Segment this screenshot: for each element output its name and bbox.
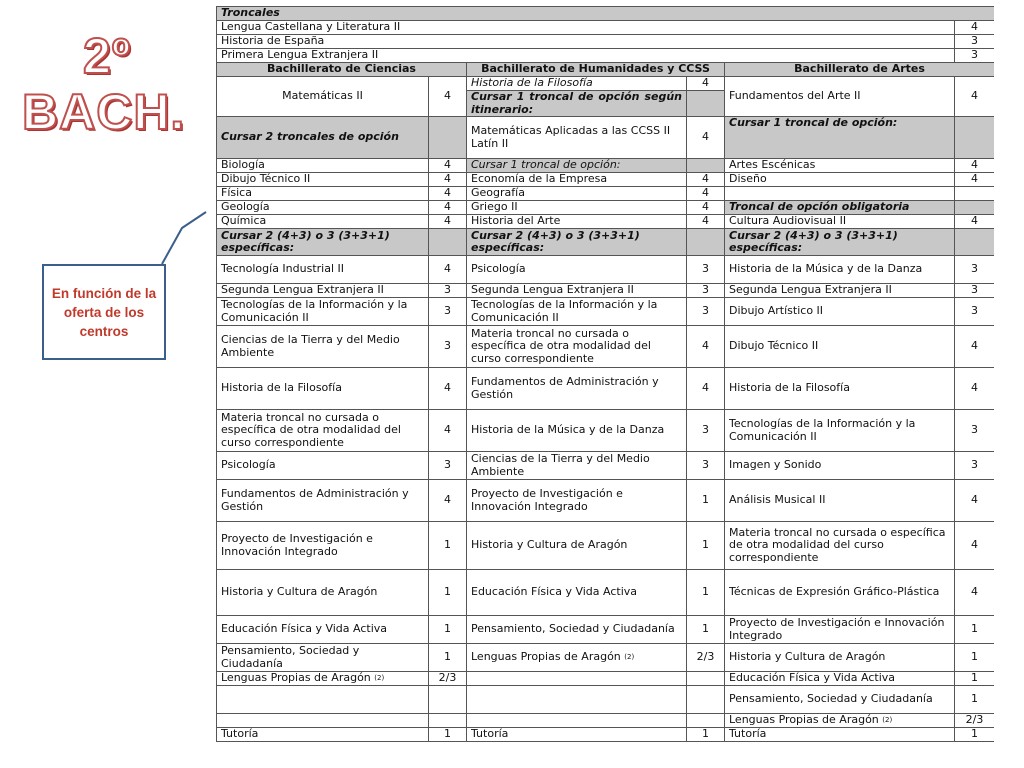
artes-especifica-hours: 1 — [955, 616, 995, 644]
humanidades-option: Economía de la Empresa — [467, 173, 687, 187]
artes-especifica-label: Proyecto de Investigación e Innovación Integrado — [729, 616, 945, 642]
footnote-marker: (2) — [624, 653, 635, 662]
artes-especifica — [725, 256, 955, 284]
artes-especifica — [725, 570, 955, 616]
artes-especifica-label: Tecnologías de la Información y la Comunicación II — [729, 417, 916, 443]
table-row — [217, 570, 995, 616]
ciencias-especifica — [217, 368, 429, 410]
footnote-marker: (2) — [882, 716, 893, 725]
humanidades-especifica-label: Psicología — [471, 262, 526, 276]
ciencias-especifica — [217, 326, 429, 368]
artes-especifica-label: Dibujo Artístico II — [729, 304, 824, 318]
ciencias-especifica-label: Ciencias de la Tierra y del Medio Ambiente — [221, 333, 400, 359]
humanidades-especifica-label: Materia troncal no cursada o específica de otra modalidad del curso correspondiente — [471, 326, 651, 365]
tutoria-row — [217, 728, 995, 742]
humanidades-especifica — [467, 256, 687, 284]
humanidades-option: Geografía — [467, 187, 687, 201]
ciencias-option-hours: 4 — [429, 173, 467, 187]
humanidades-cursar1-itinerario: Cursar 1 troncal de opción según itinerario: — [467, 91, 687, 117]
humanidades-especifica — [467, 452, 687, 480]
artes-especifica-label: Análisis Musical II — [729, 493, 826, 507]
artes-especifica — [725, 410, 955, 452]
ciencias-especifica — [217, 522, 429, 570]
artes-especifica-hours: 3 — [955, 284, 995, 298]
artes-especifica-label: Educación Física y Vida Activa — [729, 671, 896, 685]
humanidades-option-hours: 4 — [687, 201, 725, 215]
artes-fundamentos: Fundamentos del Arte II — [725, 77, 955, 117]
artes-especifica-label: Historia de la Filosofía — [729, 381, 850, 395]
table-row — [217, 672, 995, 686]
artes-especifica — [725, 616, 955, 644]
ciencias-especifica-hours: 3 — [429, 284, 467, 298]
artes-especifica — [725, 298, 955, 326]
artes-especifica-hours: 3 — [955, 298, 995, 326]
humanidades-especifica-label: Pensamiento, Sociedad y Ciudadanía — [471, 622, 675, 636]
ciencias-especifica-hours: 3 — [429, 452, 467, 480]
ciencias-especifica-label: Fundamentos de Administración y Gestión — [221, 487, 409, 513]
artes-especifica-hours: 4 — [955, 570, 995, 616]
ciencias-especifica-hours: 3 — [429, 298, 467, 326]
humanidades-especifica-label: Tecnologías de la Información y la Comunicación II — [471, 298, 658, 324]
humanidades-especifica-hours: 3 — [687, 410, 725, 452]
humanidades-especifica-label: Historia de la Música y de la Danza — [471, 423, 665, 437]
table-row — [217, 368, 995, 410]
ciencias-especifica-label: Pensamiento, Sociedad y Ciudadanía — [221, 644, 360, 670]
column-header-humanidades: Bachillerato de Humanidades y CCSS — [467, 63, 725, 77]
ciencias-especifica-hours: 4 — [429, 256, 467, 284]
humanidades-option-hours: 4 — [687, 173, 725, 187]
footnote-marker: (2) — [374, 674, 385, 683]
table-row — [217, 410, 995, 452]
humanidades-latin: Latín II — [471, 136, 509, 150]
ciencias-especificas-header: Cursar 2 (4+3) o 3 (3+3+1) específicas: — [217, 229, 429, 256]
humanidades-option: Griego II — [467, 201, 687, 215]
artes-option: Artes Escénicas — [725, 159, 955, 173]
artes-especifica-label: Dibujo Técnico II — [729, 339, 819, 353]
artes-especifica-hours: 3 — [955, 256, 995, 284]
artes-especifica-label: Pensamiento, Sociedad y Ciudadanía — [729, 692, 933, 706]
humanidades-especificas-header: Cursar 2 (4+3) o 3 (3+3+1) específicas: — [467, 229, 687, 256]
artes-especifica-hours: 1 — [955, 672, 995, 686]
ciencias-especifica-label: Tecnología Industrial II — [221, 262, 345, 276]
humanidades-option-hours: 4 — [687, 187, 725, 201]
artes-especifica-hours: 4 — [955, 522, 995, 570]
ciencias-option: Dibujo Técnico II — [217, 173, 429, 187]
humanidades-especifica — [467, 368, 687, 410]
table-row — [217, 686, 995, 714]
artes-especifica-hours: 4 — [955, 326, 995, 368]
callout-note — [42, 264, 166, 360]
artes-especifica — [725, 686, 955, 714]
ciencias-matematicas-hours: 4 — [429, 77, 467, 117]
table-row — [217, 452, 995, 480]
artes-option-hours: 4 — [955, 173, 995, 187]
humanidades-especifica-hours: 4 — [687, 326, 725, 368]
humanidades-especifica-hours: 1 — [687, 522, 725, 570]
artes-especificas-header: Cursar 2 (4+3) o 3 (3+3+1) específicas: — [725, 229, 955, 256]
troncal-name: Lengua Castellana y Literatura II — [217, 21, 955, 35]
artes-obligatoria: Cultura Audiovisual II — [725, 215, 955, 229]
troncales-header: Troncales — [217, 7, 995, 21]
humanidades-especifica-label: Lenguas Propias de Aragón — [471, 650, 621, 664]
artes-cursar1: Cursar 1 troncal de opción: — [725, 117, 955, 159]
ciencias-especifica-hours: 4 — [429, 368, 467, 410]
humanidades-especifica-hours: 3 — [687, 256, 725, 284]
humanidades-especifica-hours: 1 — [687, 570, 725, 616]
table-row — [217, 616, 995, 644]
humanidades-filosofia: Historia de la Filosofía — [467, 77, 687, 91]
artes-obligatoria-header: Troncal de opción obligatoria — [725, 201, 955, 215]
ciencias-option-hours: 4 — [429, 159, 467, 173]
subjects-table-document — [216, 6, 994, 766]
ciencias-option: Geología — [217, 201, 429, 215]
table-row — [217, 284, 995, 298]
ciencias-especifica-hours: 1 — [429, 522, 467, 570]
artes-obligatoria-hours: 4 — [955, 215, 995, 229]
subjects-table — [216, 6, 994, 742]
table-row — [217, 326, 995, 368]
humanidades-especifica — [467, 616, 687, 644]
ciencias-especifica-hours: 4 — [429, 410, 467, 452]
tutoria-hours: 1 — [429, 728, 467, 742]
table-row — [217, 714, 995, 728]
humanidades-especifica — [467, 410, 687, 452]
artes-especifica — [725, 714, 955, 728]
humanidades-option: Historia del Arte — [467, 215, 687, 229]
ciencias-especifica-label: Lenguas Propias de Aragón — [221, 671, 371, 685]
callout-text: En función de la oferta de los centros — [51, 285, 157, 339]
humanidades-especifica-hours: 2/3 — [687, 644, 725, 672]
humanidades-especifica-hours: 3 — [687, 452, 725, 480]
ciencias-especifica — [217, 570, 429, 616]
ciencias-matematicas: Matemáticas II — [217, 77, 429, 117]
humanidades-especifica-label: Fundamentos de Administración y Gestión — [471, 375, 659, 401]
table-row — [217, 480, 995, 522]
troncal-hours: 3 — [955, 35, 995, 49]
ciencias-especifica — [217, 672, 429, 686]
ciencias-especifica-label: Materia troncal no cursada o específica de otra modalidad del curso correspondiente — [221, 410, 401, 449]
ciencias-especifica-hours: 1 — [429, 644, 467, 672]
ciencias-cursar2: Cursar 2 troncales de opción — [217, 117, 429, 159]
artes-especifica — [725, 644, 955, 672]
ciencias-option: Biología — [217, 159, 429, 173]
artes-especifica-label: Lenguas Propias de Aragón — [729, 713, 879, 727]
troncal-name: Primera Lengua Extranjera II — [217, 49, 955, 63]
artes-especifica — [725, 522, 955, 570]
humanidades-especifica — [467, 570, 687, 616]
title-course: 2º — [82, 28, 132, 84]
artes-especifica — [725, 672, 955, 686]
ciencias-especifica-hours: 4 — [429, 480, 467, 522]
humanidades-especifica-label: Proyecto de Investigación e Innovación Integrado — [471, 487, 623, 513]
ciencias-especifica-label: Historia y Cultura de Aragón — [221, 585, 378, 599]
column-header-ciencias: Bachillerato de Ciencias — [217, 63, 467, 77]
ciencias-especifica — [217, 616, 429, 644]
artes-especifica-label: Técnicas de Expresión Gráfico-Plástica — [729, 585, 940, 599]
artes-especifica — [725, 284, 955, 298]
artes-especifica — [725, 368, 955, 410]
ciencias-especifica — [217, 256, 429, 284]
humanidades-especifica — [467, 480, 687, 522]
humanidades-filosofia-hours: 4 — [687, 77, 725, 91]
humanidades-matematicas — [467, 117, 687, 159]
humanidades-especifica — [467, 522, 687, 570]
artes-especifica-label: Historia de la Música y de la Danza — [729, 262, 923, 276]
humanidades-cursar1: Cursar 1 troncal de opción: — [467, 159, 687, 173]
artes-especifica-hours: 1 — [955, 644, 995, 672]
artes-especifica-hours: 3 — [955, 410, 995, 452]
ciencias-especifica — [217, 284, 429, 298]
ciencias-especifica — [217, 480, 429, 522]
artes-especifica-hours: 4 — [955, 368, 995, 410]
artes-especifica-hours: 4 — [955, 480, 995, 522]
artes-option-hours: 4 — [955, 159, 995, 173]
troncal-name: Historia de España — [217, 35, 955, 49]
ciencias-especifica-hours: 1 — [429, 616, 467, 644]
humanidades-especifica-hours: 3 — [687, 284, 725, 298]
ciencias-especifica — [217, 452, 429, 480]
ciencias-especifica-label: Segunda Lengua Extranjera II — [221, 283, 384, 297]
humanidades-option-hours: 4 — [687, 215, 725, 229]
artes-especifica-label: Historia y Cultura de Aragón — [729, 650, 886, 664]
artes-especifica-hours: 1 — [955, 686, 995, 714]
tutoria-label: Tutoría — [467, 728, 687, 742]
artes-option: Diseño — [725, 173, 955, 187]
humanidades-matematicas-hours: 4 — [687, 117, 725, 159]
table-row — [217, 522, 995, 570]
artes-especifica — [725, 326, 955, 368]
humanidades-especifica-hours: 1 — [687, 480, 725, 522]
humanidades-especifica-label: Segunda Lengua Extranjera II — [471, 283, 634, 297]
humanidades-especifica — [467, 326, 687, 368]
troncal-hours: 4 — [955, 21, 995, 35]
tutoria-label: Tutoría — [725, 728, 955, 742]
humanidades-especifica-hours: 1 — [687, 616, 725, 644]
ciencias-especifica-hours: 2/3 — [429, 672, 467, 686]
troncal-hours: 3 — [955, 49, 995, 63]
artes-especifica-hours: 3 — [955, 452, 995, 480]
ciencias-especifica-hours: 3 — [429, 326, 467, 368]
ciencias-option-hours: 4 — [429, 201, 467, 215]
ciencias-option-hours: 4 — [429, 187, 467, 201]
humanidades-especifica-hours: 4 — [687, 368, 725, 410]
column-header-artes: Bachillerato de Artes — [725, 63, 995, 77]
artes-especifica-label: Imagen y Sonido — [729, 458, 822, 472]
humanidades-especifica-hours: 3 — [687, 298, 725, 326]
ciencias-especifica — [217, 410, 429, 452]
ciencias-especifica-label: Proyecto de Investigación e Innovación Integrado — [221, 532, 373, 558]
table-row — [217, 256, 995, 284]
artes-especifica — [725, 452, 955, 480]
artes-especifica-hours: 2/3 — [955, 714, 995, 728]
artes-especifica — [725, 480, 955, 522]
ciencias-especifica — [217, 644, 429, 672]
humanidades-especifica — [467, 284, 687, 298]
humanidades-especifica-label: Historia y Cultura de Aragón — [471, 538, 628, 552]
tutoria-hours: 1 — [687, 728, 725, 742]
humanidades-especifica — [467, 644, 687, 672]
ciencias-especifica-label: Psicología — [221, 458, 276, 472]
ciencias-option: Química — [217, 215, 429, 229]
humanidades-especifica-label: Educación Física y Vida Activa — [471, 585, 638, 599]
humanidades-especifica — [467, 298, 687, 326]
artes-especifica-label: Segunda Lengua Extranjera II — [729, 283, 892, 297]
ciencias-especifica-label: Educación Física y Vida Activa — [221, 622, 388, 636]
table-row — [217, 298, 995, 326]
tutoria-hours: 1 — [955, 728, 995, 742]
table-row — [217, 644, 995, 672]
artes-especifica-label: Materia troncal no cursada o específica de otra modalidad del curso correspondiente — [729, 525, 946, 564]
ciencias-option: Física — [217, 187, 429, 201]
humanidades-especifica-label: Ciencias de la Tierra y del Medio Ambiente — [471, 452, 650, 478]
ciencias-option-hours: 4 — [429, 215, 467, 229]
ciencias-especifica-label: Tecnologías de la Información y la Comunicación II — [221, 298, 408, 324]
artes-fundamentos-hours: 4 — [955, 77, 995, 117]
title-stage: BACH. — [22, 84, 186, 140]
ciencias-especifica — [217, 298, 429, 326]
ciencias-especifica-label: Historia de la Filosofía — [221, 381, 342, 395]
slide-title — [22, 28, 186, 140]
ciencias-especifica-hours: 1 — [429, 570, 467, 616]
humanidades-matematicas-ccss: Matemáticas Aplicadas a las CCSS II — [471, 124, 671, 137]
tutoria-label: Tutoría — [217, 728, 429, 742]
